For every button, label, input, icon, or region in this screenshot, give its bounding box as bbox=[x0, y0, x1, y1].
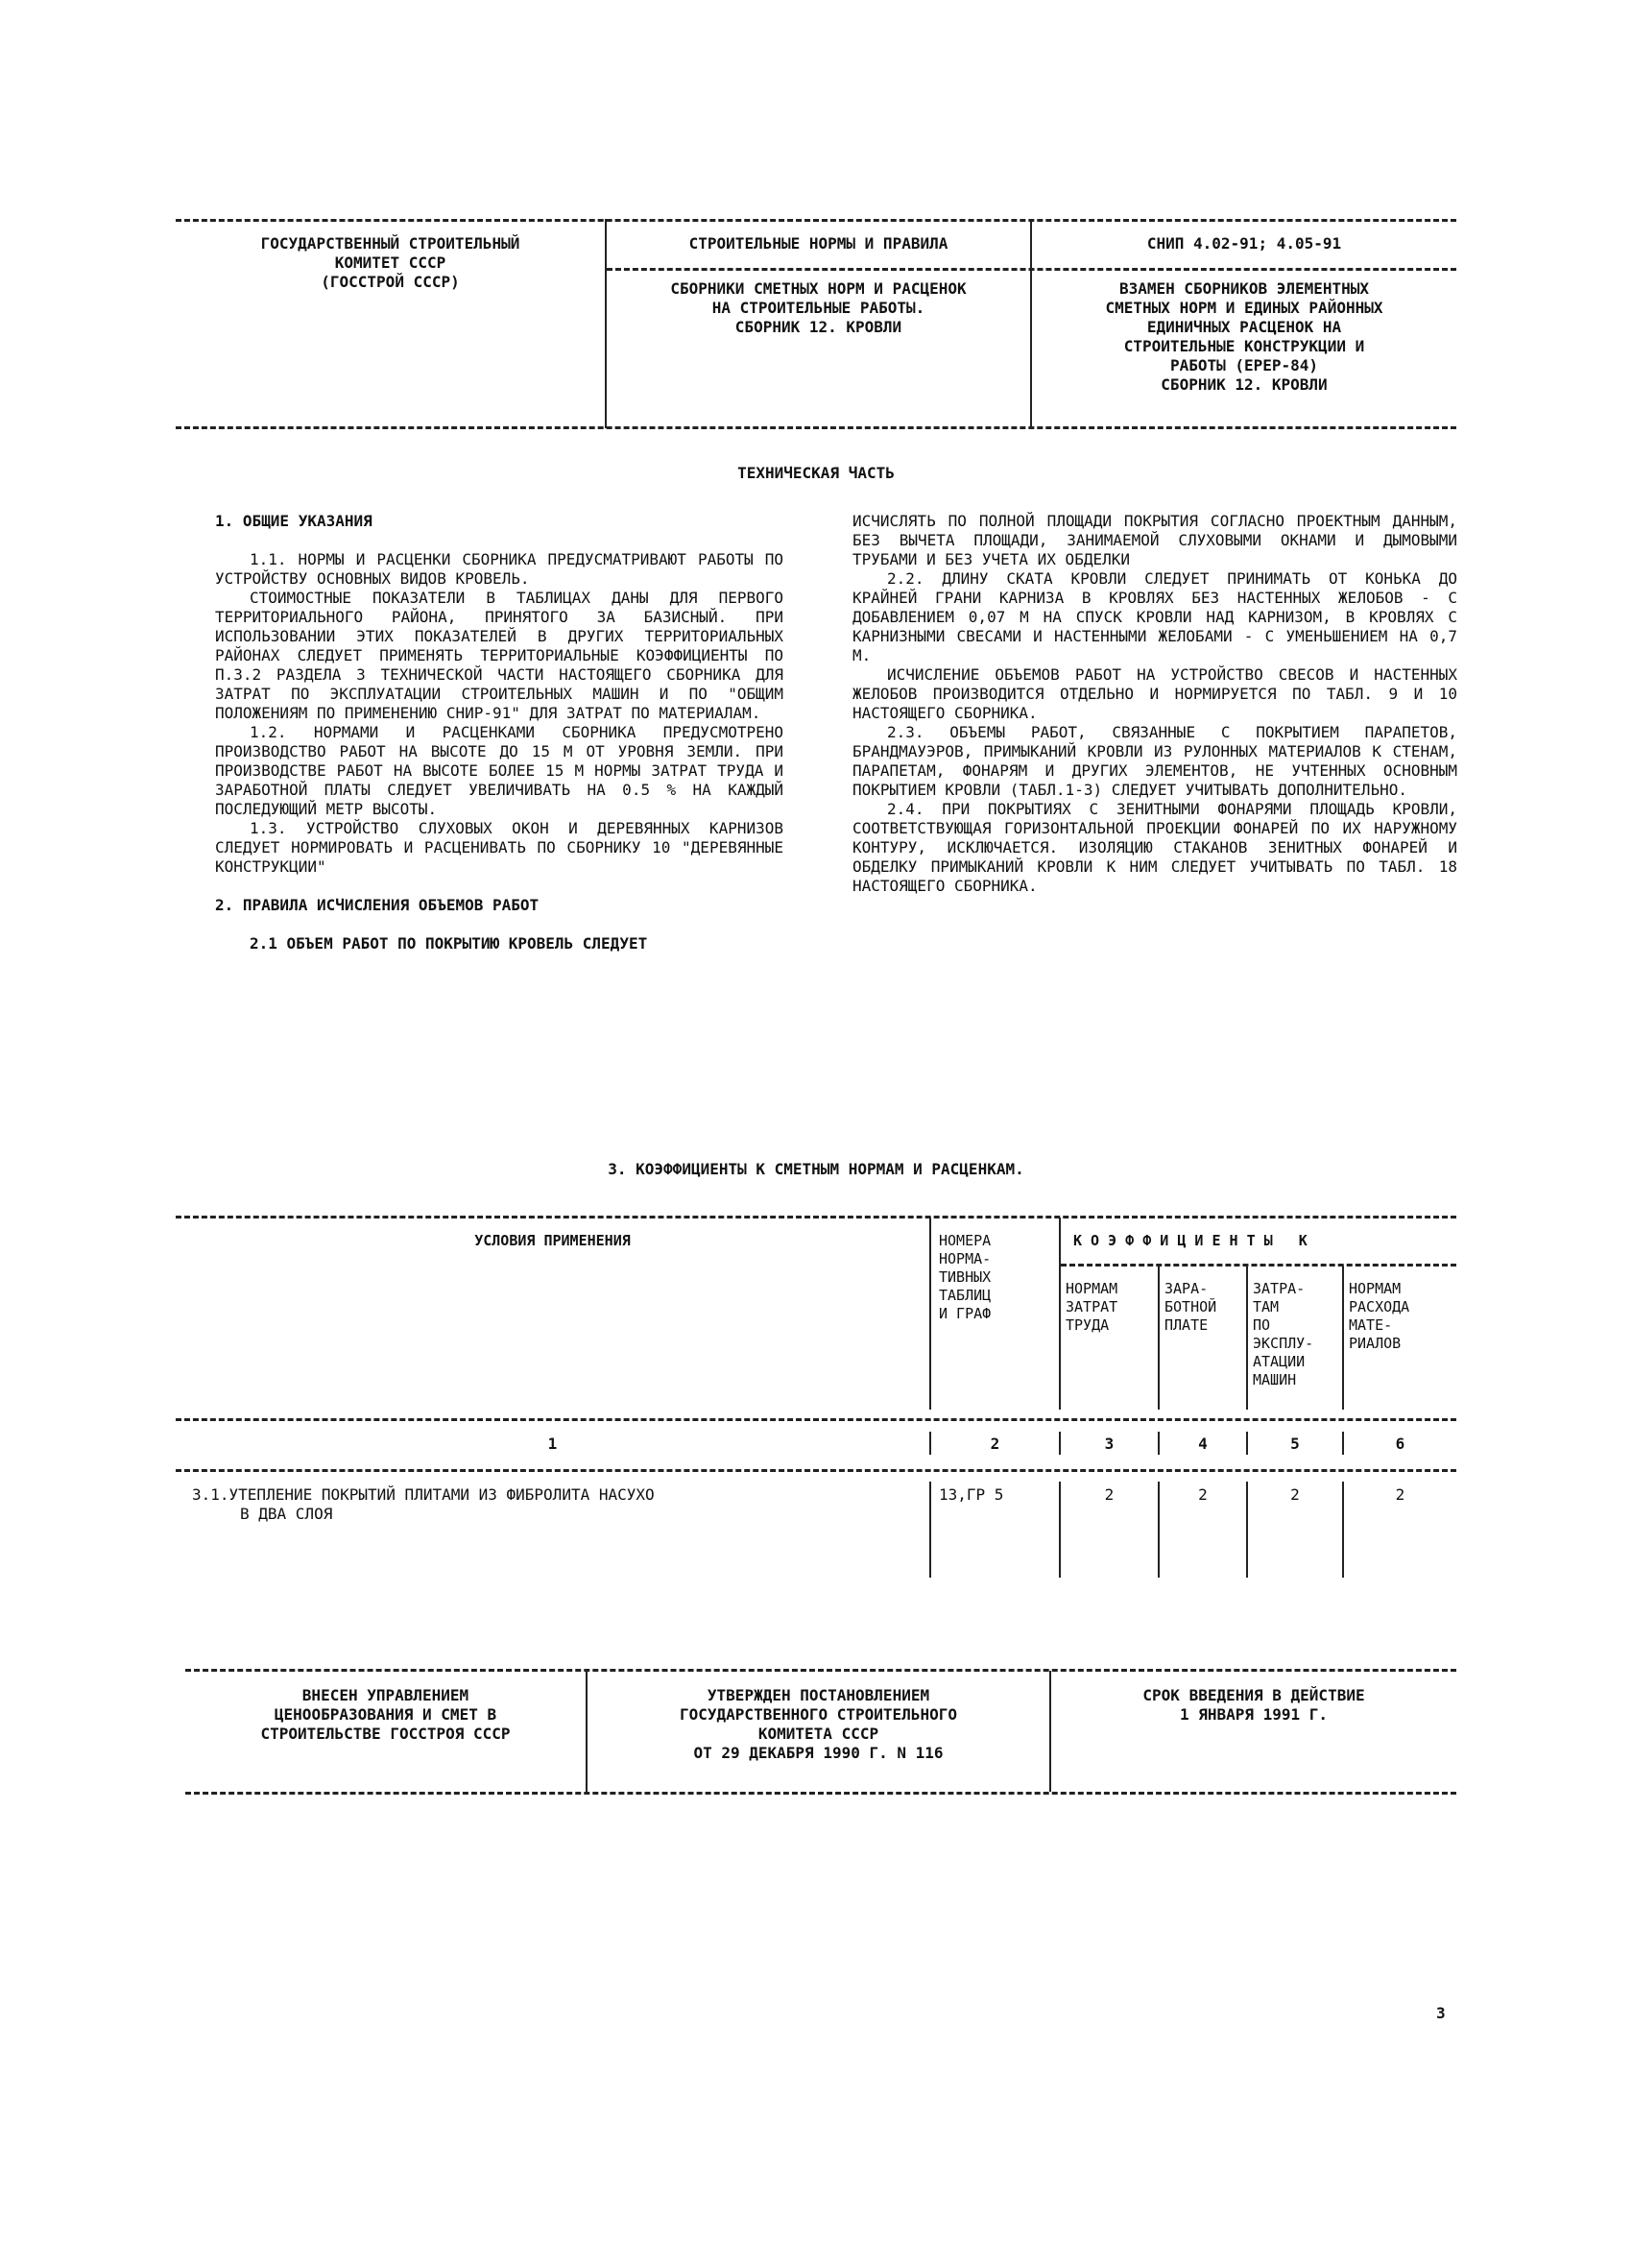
col-number: 4 bbox=[1198, 1435, 1208, 1453]
row-coef-machines: 2 bbox=[1290, 1485, 1300, 1504]
paragraph-1-1: 1.1. НОРМЫ И РАСЦЕНКИ СБОРНИКА ПРЕДУСМАТРИВАЮТ РАБОТЫ ПО УСТРОЙСТВУ ОСНОВНЫХ ВИДОВ КРОВЕЛЬ. bbox=[215, 550, 783, 588]
paragraph-2-1-cont: ИСЧИСЛЯТЬ ПО ПОЛНОЙ ПЛОЩАДИ ПОКРЫТИЯ СОГЛАСНО ПРОЕКТНЫМ ДАННЫМ, БЕЗ ВЫЧЕТА ПЛОЩАДИ, ЗАНИМАЕМОЙ СЛУХОВЫМИ ОКНАМИ И ДЫМОВЫМИ ТРУБАМИ И БЕЗ УЧЕТА ИХ ОБДЕЛКИ bbox=[852, 512, 1457, 568]
paragraph-cost-indicators: СТОИМОСТНЫЕ ПОКАЗАТЕЛИ В ТАБЛИЦАХ ДАНЫ ДЛЯ ПЕРВОГО ТЕРРИТОРИАЛЬНОГО РАЙОНА, ПРИНЯТОГО ЗА БАЗИСНЫЙ. ПРИ ИСПОЛЬЗОВАНИИ ЭТИХ ПОКАЗАТЕЛЕЙ В ДРУГИХ ТЕРРИТОРИАЛЬНЫХ РАЙОНАХ СЛЕДУЕТ ПРИМЕНЯТЬ ТЕРРИТОРИАЛЬНЫЕ КОЭФФИЦИЕНТЫ ПО П.3.2 РАЗДЕЛА 3 ТЕХНИЧЕСКОЙ ЧАСТИ НАСТОЯЩЕГО СБОРНИКА ДЛЯ ЗАТРАТ ПО ЭКСПЛУАТАЦИИ СТРОИТЕЛЬНЫХ МАШИН И ПО "ОБЩИМ ПОЛОЖЕНИЯМ ПО ПРИМЕНЕНИЮ СНИР-91" ДЛЯ ЗАТРАТ ПО МАТЕРИАЛАМ. bbox=[215, 589, 783, 722]
header-line: БОТНОЙ bbox=[1164, 1298, 1217, 1315]
collection-title-line: СБОРНИК 12. КРОВЛИ bbox=[734, 318, 902, 336]
coef-section-title: 3. КОЭФФИЦИЕНТЫ К СМЕТНЫМ НОРМАМ И РАСЦЕНКАМ. bbox=[608, 1160, 1024, 1178]
col-number: 3 bbox=[1104, 1435, 1115, 1453]
table-numbers-bottom-rule bbox=[176, 1469, 1456, 1472]
left-column bbox=[215, 512, 783, 953]
header-line: РИАЛОВ bbox=[1349, 1335, 1402, 1352]
header-line: ТИВНЫХ bbox=[939, 1268, 992, 1286]
row-condition bbox=[192, 1485, 922, 1524]
col-number: 5 bbox=[1290, 1435, 1300, 1453]
header-materials bbox=[1349, 1280, 1456, 1353]
header-line: И ГРАФ bbox=[939, 1305, 992, 1322]
header-org-line: ГОСУДАРСТВЕННЫЙ СТРОИТЕЛЬНЫЙ bbox=[260, 234, 520, 253]
footer-top-rule bbox=[185, 1669, 1456, 1672]
footer-line: ОТ 29 ДЕКАБРЯ 1990 Г. N 116 bbox=[693, 1744, 944, 1762]
header-line: ПО bbox=[1253, 1316, 1271, 1334]
header-line: НОРМАМ bbox=[1066, 1280, 1118, 1297]
header-line: ЗАРА- bbox=[1164, 1280, 1209, 1297]
collection-title-line: НА СТРОИТЕЛЬНЫЕ РАБОТЫ. bbox=[711, 299, 925, 317]
header-collection-title bbox=[607, 279, 1030, 337]
table-col-sep bbox=[1246, 1266, 1248, 1410]
footer-line: ВНЕСЕН УПРАВЛЕНИЕМ bbox=[301, 1686, 469, 1704]
heading-rules: 2. ПРАВИЛА ИСЧИСЛЕНИЯ ОБЪЕМОВ РАБОТ bbox=[215, 896, 540, 914]
header-labor bbox=[1066, 1280, 1157, 1335]
paragraph-2-2: 2.2. ДЛИНУ СКАТА КРОВЛИ СЛЕДУЕТ ПРИНИМАТЬ ОТ КОНЬКА ДО КРАЙНЕЙ ГРАНИ КАРНИЗА В КРОВЛЯХ БЕЗ НАСТЕННЫХ ЖЕЛОБОВ - С ДОБАВЛЕНИЕМ 0,07 М НА СПУСК КРОВЛИ НАД КАРНИЗОМ, В КРОВЛЯХ С КАРНИЗНЫМИ СВЕСАМИ И НАСТЕННЫМИ ЖЕЛОБАМИ - С УМЕНЬШЕНИЕМ НА 0,7 М. bbox=[852, 569, 1457, 664]
header-conditions: УСЛОВИЯ ПРИМЕНЕНИЯ bbox=[474, 1232, 631, 1249]
header-replaces bbox=[1032, 279, 1456, 395]
header-wage bbox=[1164, 1280, 1246, 1335]
header-line: ЗАТРА- bbox=[1253, 1280, 1306, 1297]
paragraph-1-2: 1.2. НОРМАМИ И РАСЦЕНКАМИ СБОРНИКА ПРЕДУСМОТРЕНО ПРОИЗВОДСТВО РАБОТ НА ВЫСОТЕ ДО 15 М ОТ УРОВНЯ ЗЕМЛИ. ПРИ ПРОИЗВОДСТВЕ РАБОТ НА ВЫСОТЕ БОЛЕЕ 15 М НОРМЫ ЗАТРАТ ТРУДА И ЗАРАБОТНОЙ ПЛАТЫ СЛЕДУЕТ УВЕЛИЧИВАТЬ НА 0.5 % НА КАЖДЫЙ ПОСЛЕДУЮЩИЙ МЕТР ВЫСОТЫ. bbox=[215, 723, 783, 818]
replaces-line: РАБОТЫ (ЕРЕР-84) bbox=[1169, 356, 1319, 374]
replaces-line: ЕДИНИЧНЫХ РАСЦЕНОК НА bbox=[1146, 318, 1342, 336]
header-line: ЗАТРАТ bbox=[1066, 1298, 1118, 1315]
heading-general: 1. ОБЩИЕ УКАЗАНИЯ bbox=[215, 512, 372, 530]
replaces-line: ВЗАМЕН СБОРНИКОВ ЭЛЕМЕНТНЫХ bbox=[1118, 279, 1370, 298]
header-line: НОМЕРА bbox=[939, 1232, 992, 1249]
replaces-line: СБОРНИК 12. КРОВЛИ bbox=[1161, 375, 1328, 394]
footer-approved bbox=[588, 1686, 1049, 1763]
header-coef-group: К О Э Ф Ф И Ц И Е Н Т Ы К bbox=[1073, 1232, 1308, 1249]
row-coef-labor: 2 bbox=[1104, 1485, 1115, 1504]
header-org-line: КОМИТЕТ СССР bbox=[334, 253, 446, 272]
table-subhead-rule bbox=[1061, 1264, 1456, 1267]
table-col-sep bbox=[1158, 1266, 1160, 1410]
header-line: ЭКСПЛУ- bbox=[1253, 1335, 1314, 1352]
paragraph-2-4: 2.4. ПРИ ПОКРЫТИЯХ С ЗЕНИТНЫМИ ФОНАРЯМИ ПЛОЩАДЬ КРОВЛИ, СООТВЕТСТВУЮЩАЯ ГОРИЗОНТАЛЬНОЙ ПРОЕКЦИИ ФОНАРЕЙ ПО ИХ НАРУЖНОМУ КОНТУРУ, ИСКЛЮЧАЕТСЯ. ИЗОЛЯЦИЮ СТАКАНОВ ЗЕНИТНЫХ ФОНАРЕЙ И ОБДЕЛКУ ПРИМЫКАНИЙ КРОВЛИ К НИМ СЛЕДУЕТ УЧИТЫВАТЬ ПО ТАБЛ. 18 НАСТОЯЩЕГО СБОРНИКА. bbox=[852, 800, 1457, 895]
condition-line: 3.1.УТЕПЛЕНИЕ ПОКРЫТИЙ ПЛИТАМИ ИЗ ФИБРОЛИТА НАСУХО bbox=[192, 1485, 655, 1504]
header-org bbox=[176, 234, 605, 292]
footer-line: СРОК ВВЕДЕНИЯ В ДЕЙСТВИЕ bbox=[1142, 1686, 1365, 1704]
footer-effective bbox=[1051, 1686, 1456, 1725]
table-col-sep bbox=[929, 1482, 931, 1578]
footer-line: УТВЕРЖДЕН ПОСТАНОВЛЕНИЕМ bbox=[707, 1686, 930, 1704]
header-top-rule bbox=[176, 219, 1456, 222]
paragraph-2-1: 2.1 ОБЪЕМ РАБОТ ПО ПОКРЫТИЮ КРОВЕЛЬ СЛЕДУЕТ bbox=[250, 934, 648, 953]
footer-line: КОМИТЕТА СССР bbox=[757, 1725, 879, 1743]
header-machines bbox=[1253, 1280, 1341, 1389]
table-head-bottom-rule bbox=[176, 1418, 1456, 1421]
right-column bbox=[852, 512, 1457, 896]
footer-line: ЦЕНООБРАЗОВАНИЯ И СМЕТ В bbox=[274, 1705, 497, 1724]
header-norms-title: СТРОИТЕЛЬНЫЕ НОРМЫ И ПРАВИЛА bbox=[688, 234, 948, 253]
page-number: 3 bbox=[1436, 2004, 1446, 2022]
header-line: АТАЦИИ bbox=[1253, 1353, 1306, 1370]
table-col-sep bbox=[1059, 1218, 1061, 1410]
paragraph-2-3: 2.3. ОБЪЕМЫ РАБОТ, СВЯЗАННЫЕ С ПОКРЫТИЕМ ПАРАПЕТОВ, БРАНДМАУЭРОВ, ПРИМЫКАНИЙ КРОВЛИ ИЗ РУЛОННЫХ МАТЕРИАЛОВ К СТЕНАМ, ПАРАПЕТАМ, ФОНАРЯМ И ДРУГИХ ЭЛЕМЕНТОВ, НЕ УЧТЕННЫХ ОСНОВНЫМ ПОКРЫТИЕМ КРОВЛИ (ТАБЛ.1-3) СЛЕДУЕТ УЧИТЫВАТЬ ДОПОЛНИТЕЛЬНО. bbox=[852, 723, 1457, 799]
header-code: СНИП 4.02-91; 4.05-91 bbox=[1146, 234, 1342, 253]
condition-line: В ДВА СЛОЯ bbox=[240, 1505, 333, 1523]
footer-line: ГОСУДАРСТВЕННОГО СТРОИТЕЛЬНОГО bbox=[680, 1705, 957, 1724]
header-org-line: (ГОССТРОЙ СССР) bbox=[321, 273, 460, 291]
collection-title-line: СБОРНИКИ СМЕТНЫХ НОРМ И РАСЦЕНОК bbox=[670, 279, 967, 298]
row-coef-wage: 2 bbox=[1198, 1485, 1208, 1504]
footer-introduced bbox=[185, 1686, 586, 1744]
header-bottom-rule bbox=[176, 426, 1456, 429]
row-table-ref: 13,ГР 5 bbox=[939, 1485, 1004, 1504]
footer-line: 1 ЯНВАРЯ 1991 Г. bbox=[1179, 1705, 1329, 1724]
header-line: МАШИН bbox=[1253, 1371, 1297, 1388]
header-line: НОРМА- bbox=[939, 1250, 992, 1267]
col-number: 2 bbox=[990, 1435, 1000, 1453]
header-line: ПЛАТЕ bbox=[1164, 1316, 1209, 1334]
replaces-line: СТРОИТЕЛЬНЫЕ КОНСТРУКЦИИ И bbox=[1123, 337, 1365, 355]
row-coef-materials: 2 bbox=[1395, 1485, 1405, 1504]
header-line: НОРМАМ bbox=[1349, 1280, 1402, 1297]
replaces-line: СМЕТНЫХ НОРМ И ЕДИНЫХ РАЙОННЫХ bbox=[1105, 299, 1383, 317]
table-top-rule bbox=[176, 1216, 1456, 1218]
header-line: РАСХОДА bbox=[1349, 1298, 1410, 1315]
header-line: МАТЕ- bbox=[1349, 1316, 1393, 1334]
header-line: ТАБЛИЦ bbox=[939, 1287, 992, 1304]
footer-line: СТРОИТЕЛЬСТВЕ ГОССТРОЯ СССР bbox=[260, 1725, 511, 1743]
col-number: 6 bbox=[1395, 1435, 1405, 1453]
col-number: 1 bbox=[547, 1435, 558, 1453]
header-table-numbers bbox=[939, 1232, 1058, 1323]
header-line: ТАМ bbox=[1253, 1298, 1280, 1315]
paragraph-1-3: 1.3. УСТРОЙСТВО СЛУХОВЫХ ОКОН И ДЕРЕВЯННЫХ КАРНИЗОВ СЛЕДУЕТ НОРМИРОВАТЬ И РАСЦЕНИВАТЬ ПО СБОРНИКУ 10 "ДЕРЕВЯННЫЕ КОНСТРУКЦИИ" bbox=[215, 819, 783, 876]
table-col-sep bbox=[1342, 1266, 1344, 1410]
paragraph-volume-calc: ИСЧИСЛЕНИЕ ОБЪЕМОВ РАБОТ НА УСТРОЙСТВО СВЕСОВ И НАСТЕННЫХ ЖЕЛОБОВ ПРОИЗВОДИТСЯ ОТДЕЛЬНО И НОРМИРУЕТСЯ ПО ТАБЛ. 9 И 10 НАСТОЯЩЕГО СБОРНИКА. bbox=[852, 665, 1457, 722]
footer-bottom-rule bbox=[185, 1792, 1456, 1795]
table-col-sep bbox=[929, 1218, 931, 1410]
section-title: ТЕХНИЧЕСКАЯ ЧАСТЬ bbox=[737, 464, 895, 482]
header-line: ТРУДА bbox=[1066, 1316, 1110, 1334]
